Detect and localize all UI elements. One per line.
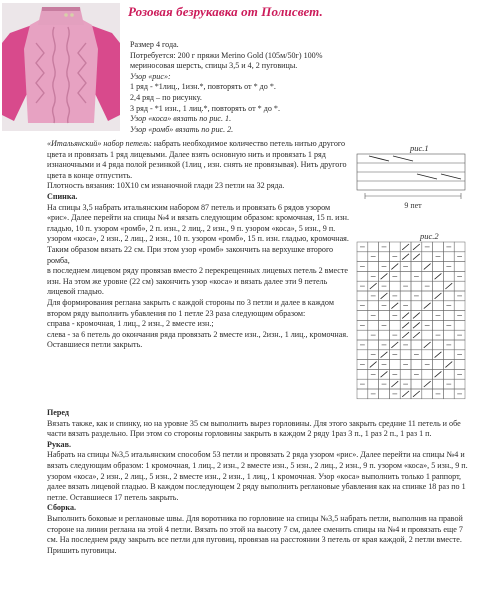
chart2-cell xyxy=(443,271,454,281)
chart2-cell xyxy=(379,389,390,399)
chart2-cell xyxy=(357,252,368,262)
back-p4: справа - кромочная, 1 лиц., 2 изн., 2 вместе изн.; xyxy=(47,319,214,329)
chart2-cell xyxy=(454,262,465,272)
chart2-cell xyxy=(454,379,465,389)
chart2-cell xyxy=(411,262,422,272)
chart2-cell xyxy=(357,389,368,399)
chart2-stitch-mark xyxy=(381,352,388,358)
ris-pattern-title: Узор «рис»: xyxy=(130,71,171,81)
chart2-stitch-mark xyxy=(445,283,452,289)
italian-cast-on xyxy=(47,139,352,181)
chart2-cell xyxy=(368,379,379,389)
back-p3: Для формирования реглана закрыть с каждой стороны по 3 петли и далее в каждом втором ряду выполнить убавления по 1 петле 23 раза следующим образом: xyxy=(47,297,334,318)
chart2-cell xyxy=(389,360,400,370)
chart2-stitch-mark xyxy=(413,313,420,319)
chart2-cell xyxy=(357,271,368,281)
ris-row-3: 3 ряд - *1 изн., 1 лиц.*, повторять от * до *. xyxy=(130,103,280,113)
chart2-grid xyxy=(356,240,468,400)
chart1-grid xyxy=(355,152,467,212)
chart2-cell xyxy=(400,291,411,301)
chart2-cell xyxy=(411,340,422,350)
chart2-stitch-mark xyxy=(445,362,452,368)
chart2-stitch-mark xyxy=(381,371,388,377)
chart2-cell xyxy=(379,330,390,340)
lower-text-block xyxy=(47,408,475,556)
chart2-cell xyxy=(400,369,411,379)
chart2-cell xyxy=(422,311,433,321)
back-p2: в последнем лицевом ряду провязав вместо 2 перекрещенных лицевых петель 2 вместе изн. На этом же уровне (22 см) закончить узор «коса» и вязать далее эти 9 петель лицевой гладью. xyxy=(47,266,348,297)
chart2-cell xyxy=(357,291,368,301)
chart2-stitch-mark xyxy=(391,342,398,348)
chart2-cell xyxy=(379,311,390,321)
chart2-stitch-mark xyxy=(381,273,388,279)
chart2-cell xyxy=(443,252,454,262)
chart1-label: рис.1 xyxy=(410,143,429,153)
chart2-stitch-mark xyxy=(435,371,442,377)
chart2-cell xyxy=(368,242,379,252)
chart2-cell xyxy=(433,242,444,252)
chart2-cell xyxy=(422,350,433,360)
chart2-stitch-mark xyxy=(435,273,442,279)
chart2-cell xyxy=(443,330,454,340)
chart2-cell xyxy=(454,281,465,291)
chart2-cell xyxy=(357,350,368,360)
chart2-stitch-mark xyxy=(402,244,409,250)
sleeve-text: Набрать на спицы №3,5 итальянским способом 53 петли и провязать 2 ряда узором «рис». Далее перейти на спицы №4 и вязать следующим образом: 1 кромочная, 1 лиц., 2 изн., 2 вместе изн., 5 изн., 2 лиц., 2 изн., 9 п. узором «коса», 5 изн., 9 п. узором «коса», 2 изн., 2 лиц., 5 изн., 2 вместе изн., 2 изн., 1 лиц., 1 кромочная. Узор «коса» выполнить только 1 раппорт, далее вязать лицевой гладью. В каждом последующем 2 ряду выполнить реглановые убавления как на спинке 18 раз по 1 петле. Оставшиеся 17 петель закрыть. xyxy=(47,450,468,502)
chart2-stitch-mark xyxy=(435,293,442,299)
chart2-cell xyxy=(411,281,422,291)
chart2-cell xyxy=(433,320,444,330)
chart2-cell xyxy=(422,291,433,301)
chart1-width-label: 9 пет xyxy=(404,201,422,210)
chart2-cell xyxy=(389,242,400,252)
density-text: Плотность вязания: 10Х10 см изнаночной глади 23 петли на 32 ряда. xyxy=(47,181,285,191)
chart2-cell xyxy=(443,291,454,301)
chart2-stitch-mark xyxy=(391,381,398,387)
chart2-cell xyxy=(357,311,368,321)
chart2-cell xyxy=(368,262,379,272)
vest-illustration xyxy=(2,3,120,131)
chart2-cell xyxy=(389,320,400,330)
romb-note: Узор «ромб» вязать по рис. 2. xyxy=(130,124,234,134)
chart2-stitch-mark xyxy=(391,303,398,309)
size-text: Размер 4 года. xyxy=(130,40,179,49)
assembly-text: Выполнить боковые и реглановые швы. Для воротника по горловине на спицы №3,5 набрать петли, выполнив на правой стороне на линии реглана на этой 4 петли. Вязать по этой на высоту 7 см, далее сменить спицы на №4 и провязать еще 7 см. На последнем ряду закрыть все петли для пуговиц, провязав на расстоянии 3 петель от края каждой, 2 петли вместе. Пришить пуговицы. xyxy=(47,513,463,555)
chart2-cell xyxy=(443,369,454,379)
chart2-stitch-mark xyxy=(424,303,431,309)
chart1-kosa xyxy=(355,152,467,212)
chart2-cell xyxy=(389,281,400,291)
chart2-stitch-mark xyxy=(402,313,409,319)
chart2-stitch-mark xyxy=(413,391,420,397)
chart2-stitch-mark xyxy=(402,391,409,397)
chart2-cell xyxy=(454,360,465,370)
chart2-stitch-mark xyxy=(370,362,377,368)
back-p1: На спицы 3,5 набрать итальянским набором 87 петель и провязать 6 рядов узором «рис». Далее перейти на спицы №4 и вязать следующим образом: кромочная, 15 п. изн. гладью, 10 п. узором «ромб», 2 п. изн., 2 лиц., 2 изн., 9 п. узором «коса», 5 изн., 9 п. узором «коса», 2 изн., 2 лиц., 2 изн., 10 п. узором «ромб», 15 п. изн. гладью, кромочная. Таким образом вязать 22 см. При этом узор «ромб» закончить на верхушке второго ромба, xyxy=(47,202,349,265)
chart2-cell xyxy=(433,360,444,370)
back-heading: Спинка. xyxy=(47,191,78,201)
chart2-stitch-mark xyxy=(391,264,398,270)
chart2-cell xyxy=(411,379,422,389)
chart2-cell xyxy=(368,340,379,350)
intro-block xyxy=(130,40,356,135)
chart2-stitch-mark xyxy=(402,254,409,260)
chart2-stitch-mark xyxy=(413,332,420,338)
chart2-cell xyxy=(454,242,465,252)
chart2-stitch-mark xyxy=(435,352,442,358)
chart2-cell xyxy=(422,271,433,281)
chart2-cell xyxy=(443,311,454,321)
chart2-cell xyxy=(368,320,379,330)
page-title: Розовая безрукавка от Полисвет. xyxy=(128,4,323,19)
chart2-cell xyxy=(454,340,465,350)
chart2-cell xyxy=(443,350,454,360)
chart2-romb xyxy=(356,240,468,400)
chart2-cell xyxy=(433,379,444,389)
chart2-stitch-mark xyxy=(413,254,420,260)
chart2-stitch-mark xyxy=(402,332,409,338)
sleeve-heading: Рукав. xyxy=(47,439,71,449)
chart2-cell xyxy=(411,360,422,370)
back-p6: Оставшиеся петли закрыть. xyxy=(47,340,143,350)
chart2-stitch-mark xyxy=(424,381,431,387)
chart2-cell xyxy=(433,301,444,311)
italian-text: : набрать необходимое количество петель нитью другого цвета и провязать 1 ряд лицевыми. Далее взять основную нить и провязать 1 ряд изнаночными и 4 ряда полой резинкой (1лиц , изн. снять не провязывая). Нить другого цвета в конце отпустить. xyxy=(47,139,347,180)
chart2-cell xyxy=(433,262,444,272)
chart2-cell xyxy=(400,271,411,281)
chart2-cell xyxy=(357,330,368,340)
chart2-cell xyxy=(400,350,411,360)
chart2-cell xyxy=(368,301,379,311)
chart2-cell xyxy=(422,330,433,340)
chart2-label: рис.2 xyxy=(420,231,439,241)
front-text: Вязать также, как и спинку, но на уровне 35 см выполнить вырез горловины. Для этого закрыть средние 11 петель и обе части вязать раздельно. При этом со стороны горловины закрыть в каждом 2 ряду 1раз 3 п., 1 раз 2 п., 1 раз 1 п. xyxy=(47,418,461,439)
chart2-cell xyxy=(454,301,465,311)
chart2-cell xyxy=(422,369,433,379)
chart2-cell xyxy=(422,252,433,262)
chart2-stitch-mark xyxy=(424,264,431,270)
vest-photo xyxy=(2,3,120,131)
main-text-column xyxy=(47,139,352,351)
kosa-note: Узор «коса» вязать по рис. 1. xyxy=(130,114,232,124)
chart2-cell xyxy=(433,340,444,350)
chart2-cell xyxy=(433,281,444,291)
chart2-stitch-mark xyxy=(413,244,420,250)
chart2-stitch-mark xyxy=(402,322,409,328)
chart2-cell xyxy=(379,252,390,262)
front-heading: Перед xyxy=(47,408,69,417)
assembly-heading: Сборка. xyxy=(47,503,77,513)
italian-heading: «Итальянский» набор петель xyxy=(47,139,150,148)
chart2-cell xyxy=(422,389,433,399)
chart2-cell xyxy=(454,320,465,330)
chart2-stitch-mark xyxy=(424,342,431,348)
chart2-cell xyxy=(443,389,454,399)
chart2-cell xyxy=(357,369,368,379)
chart2-cell xyxy=(411,301,422,311)
back-p5: слева - за 6 петель до окончания ряда провязать 2 вместе изн., 2изн., 1 лиц., кромочная. xyxy=(47,329,349,339)
chart2-stitch-mark xyxy=(370,283,377,289)
chart2-stitch-mark xyxy=(413,322,420,328)
yarn-text: Потребуется: 200 г пряжи Merino Gold (105м/50г) 100% мериносовая шерсть, спицы 3,5 и 4, 2 пуговицы. xyxy=(130,50,323,71)
ris-row-2-4: 2,4 ряд – по рисунку. xyxy=(130,92,202,102)
ris-row-1: 1 ряд - *1лиц., 1изн.*, повторять от * до *. xyxy=(130,82,276,92)
chart2-stitch-mark xyxy=(381,293,388,299)
